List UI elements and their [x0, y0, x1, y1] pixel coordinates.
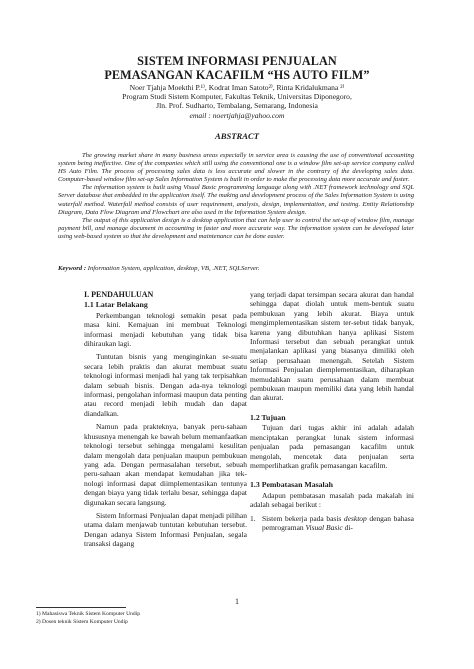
author-names: Noer Tjahja Moekthi P.¹⁾, Kodrat Iman Satoto²⁾, Rinta Kridalukmana ²⁾ — [129, 83, 345, 92]
list-item-number: 1. — [250, 513, 256, 523]
body-paragraph: Tuntutan bisnis yang menginginkan se-suatu secara lebih praktis dan akurat membuat suatu teknologi informasi menjadi hal yang tak terpisahkan dalam sebuah bisnis. Dengan ada-nya teknologi informasi, pengolahan informasi maupun data penting atau record menjadi lebih mudah dan dapat diandalkan. — [84, 352, 247, 418]
footnotes — [36, 611, 140, 627]
pembatasan-paragraph: Adapun pembatasan masalah pada makalah ini adalah sebagai berikut : — [250, 490, 414, 510]
title-line-1: SISTEM INFORMASI PENJUALAN — [137, 54, 337, 68]
abstract-paragraph-3: The output of this application design is a desktop application that can help user to control the set-up of window film, manage payment bill, and manage document in accounting in faster and more accurate way. The information system can be developed later using web-based system so that the development and maintenance can be done easier. — [58, 216, 414, 240]
author-email: email : noertjahja@yahoo.com — [189, 110, 285, 120]
body-paragraph: Perkembangan teknologi semakin pesat pada masa kini. Kemajuan ini membuat Teknologi informasi menjadi kebutuhan yang tidak bisa dihiraukan lagi. — [84, 310, 247, 349]
section-heading: I. PENDAHULUAN — [84, 290, 154, 299]
list-item-text: Sistem bekerja pada basis desktop dengan bahasa pemrograman Visual Basic di- — [262, 513, 414, 532]
author-block — [40, 83, 434, 120]
abstract-paragraph-1: The growing market share in many business areas especially in service area is causing the use of conventional accounting system being ineffective. One of the companies which still using the conventional one is a window film set-up service company called HS Auto Film. The process of processing sales data is less accurate and slower in the contrary of the developing sales data. Computer-based window film set-up Sales Information System is built in order to make the processing data more accurate and faster. — [58, 152, 414, 184]
paper-title — [40, 55, 434, 82]
abstract-heading: ABSTRACT — [215, 131, 259, 141]
body-paragraph: Sistem Informasi Penjualan dapat menjadi pilihan utama dalam menjawab tuntutan kebutuhan tersebut. Dengan adanya Sistem Informasi Penjualan, segala transaksi dagang — [84, 510, 247, 549]
author-address: Jln. Prof. Sudharto, Tembalang, Semarang, Indonesia — [156, 101, 318, 111]
keywords-label: Keyword : — [58, 265, 87, 272]
abstract-body — [58, 152, 414, 241]
abstract-paragraph-2: The information system is built using Visual Basic programming language along with .NET framework technology and SQL Server database that embedded in the application itself. The making and development process of the Sales Information System is using waterfall method. Waterfall method consists of user requirement, analysis, design, implementation, and testing. Entity Relationship Diagram, Data Flow Diagram and Flowchart are also used in the Information System design. — [58, 184, 414, 216]
author-program: Program Studi Sistem Komputer, Fakultas Teknik, Universitas Diponegoro, — [122, 92, 352, 102]
tujuan-paragraph: Tujuan dari tugas akhir ini adalah adalah menciptakan perangkat lunak sistem informasi penjualan pada pemasangan kacafilm untuk mengolah, mencetak data penjualan serta memperlihatkan grafik pemasangan kacafilm. — [250, 423, 414, 470]
keywords — [58, 265, 414, 273]
list-item — [250, 514, 414, 533]
keywords-text: Information System, application, desktop, VB, .NET, SQLServer. — [87, 265, 260, 272]
subsection-heading-pembatasan: 1.3 Pembatasan Masalah — [250, 480, 333, 490]
page-number: 1 — [235, 597, 239, 606]
title-line-2: PEMASANGAN KACAFILM “HS AUTO FILM” — [104, 67, 370, 82]
right-column — [250, 290, 414, 532]
subsection-heading-latar-belakang: 1.1 Latar Belakang — [84, 300, 148, 310]
subsection-heading-tujuan: 1.2 Tujuan — [250, 412, 286, 422]
body-paragraph: Namun pada prakteknya, banyak peru-sahaan khususnya menengah ke bawah belum memanfaatkan teknologi tersebut sehingga mengalami kesulitan dalam mengolah data penjualan maupun pembukuan yang ada. Dengan permasalahan tersebut, sebuah peru-sahaan akan mendapat kemudahan jika tek-nologi informasi dapat diimplementasikan tentunya dengan biaya yang tidak terlalu besar, sehingga dapat digunakan secara langsung. — [84, 422, 247, 507]
footnote-rule — [36, 607, 126, 608]
footnote-2: 2) Dosen teknik Sistem Komputer Undip — [36, 618, 128, 625]
footnote-1: 1) Mahasiswa Teknik Sistem Komputer Undip — [36, 611, 141, 617]
left-column — [84, 290, 247, 553]
body-paragraph-continued: yang terjadi dapat tersimpan secara akurat dan handal sehingga dapat diolah untuk mem-bentuk suatu pembukuan yang lebih akurat. Biaya untuk mengimplementasikan sistem ter-sebut tidak banyak, karena yang dibutuhkan hanya aplikasi Sistem Informasi tersebut dan sebuah perangkat untuk menjalankan aplikasi yang biasanya dimiliki oleh setiap perusahaan menengah. Setelah Sistem Informasi Penjualan diemplementasikan, diharapkan memudahkan suatu perusahaan dalam membuat pembukuan maupun memiliki data yang lebih handal dan akurat. — [250, 290, 414, 403]
